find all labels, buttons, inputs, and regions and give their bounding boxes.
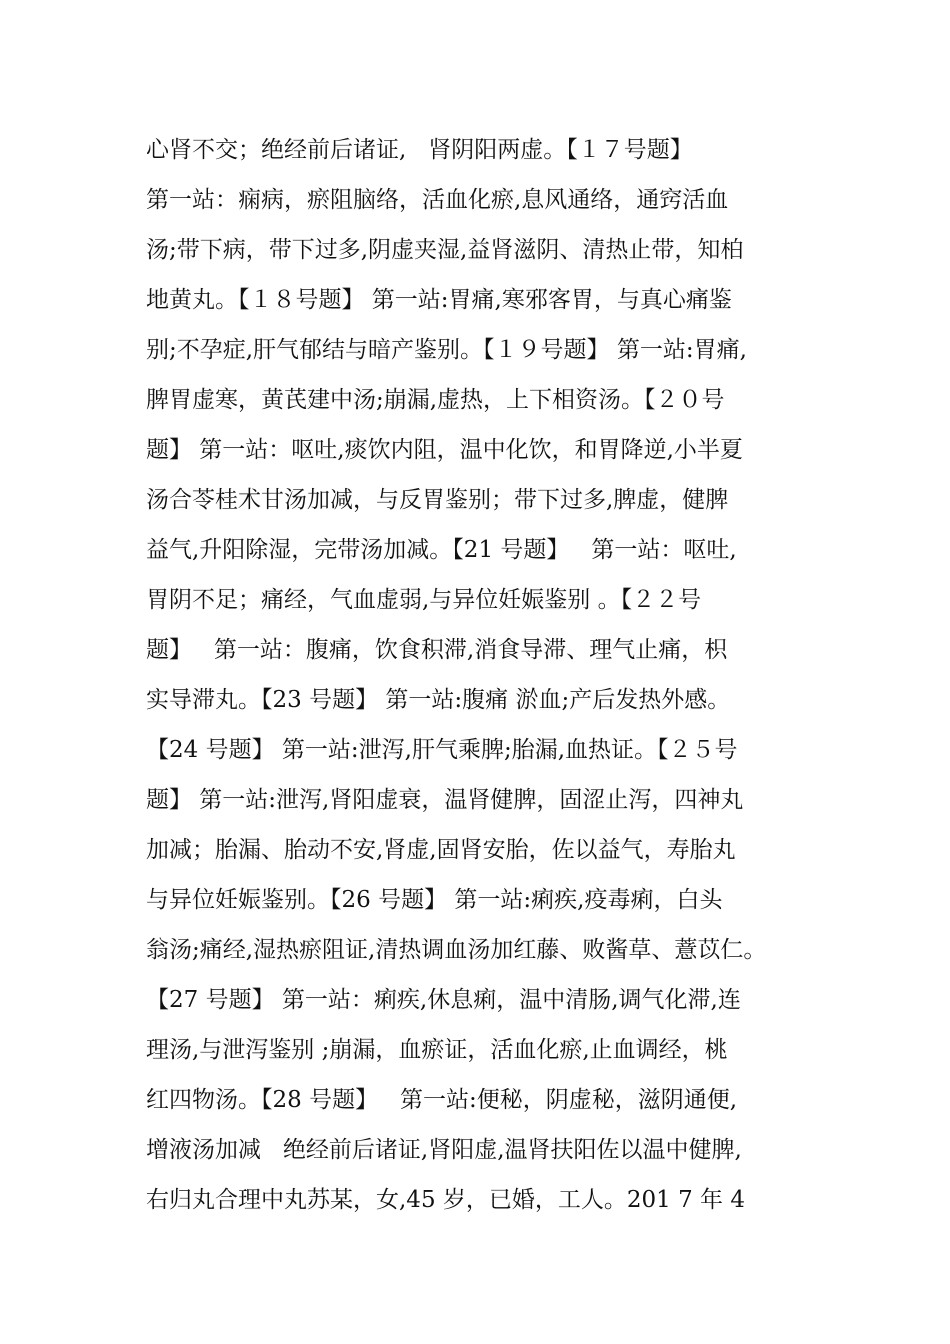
text-line: 【27 号题】 第一站：痢疾,休息痢，温中清肠,调气化滞,连 [146, 987, 741, 1013]
body-text [146, 125, 836, 1225]
text-line: 增液汤加减 绝经前后诸证,肾阳虚,温肾扶阳佐以温中健脾, [146, 1137, 742, 1163]
text-line: 汤合苓桂术甘汤加减，与反胃鉴别；带下过多,脾虚，健脾 [146, 487, 729, 513]
text-line: 题】 第一站:泄泻,肾阳虚衰，温肾健脾，固涩止泻，四神丸 [146, 787, 744, 813]
text-line: 胃阴不足；痛经，气血虚弱,与异位妊娠鉴别 。【２２号 [146, 587, 702, 613]
text-line: 红四物汤。【28 号题】 第一站:便秘，阴虚秘，滋阴通便, [146, 1087, 738, 1113]
text-line: 右归丸合理中丸苏某，女,45 岁，已婚，工人。201 7 年 4 [146, 1187, 745, 1213]
text-line: 与异位妊娠鉴别。【26 号题】 第一站:痢疾,疫毒痢，白头 [146, 887, 723, 913]
text-line: 题】 第一站：腹痛，饮食积滞,消食导滞、理气止痛，枳 [146, 637, 728, 663]
text-line: 益气,升阳除湿，完带汤加减。【21 号题】 第一站：呕吐, [146, 537, 737, 563]
text-line: 地黄丸。【１８号题】 第一站:胃痛,寒邪客胃，与真心痛鉴 [146, 287, 732, 313]
text-line: 【24 号题】 第一站:泄泻,肝气乘脾;胎漏,血热证。【２５号 [146, 737, 738, 763]
text-line: 加减；胎漏、胎动不安,肾虚,固肾安胎，佐以益气，寿胎丸 [146, 837, 736, 863]
text-line: 心肾不交；绝经前后诸证, 肾阴阳两虚。【１７号题】 [146, 137, 693, 163]
text-line: 理汤,与泄泻鉴别 ;崩漏，血瘀证，活血化瘀,止血调经，桃 [146, 1037, 728, 1063]
text-line: 汤;带下病，带下过多,阴虚夹湿,益肾滋阴、清热止带，知柏 [146, 237, 744, 263]
text-line: 脾胃虚寒，黄芪建中汤;崩漏,虚热，上下相资汤。【２０号 [146, 387, 725, 413]
text-line: 翁汤;痛经,湿热瘀阻证,清热调血汤加红藤、败酱草、薏苡仁。 [146, 937, 767, 963]
text-line: 第一站：痫病，瘀阻脑络，活血化瘀,息风通络，通窍活血 [146, 187, 729, 213]
text-line: 别;不孕症,肝气郁结与暗产鉴别。【１９号题】 第一站:胃痛, [146, 337, 747, 363]
text-line: 实导滞丸。【23 号题】 第一站:腹痛 淤血;产后发热外感。 [146, 687, 731, 713]
text-line: 题】 第一站：呕吐,痰饮内阻，温中化饮，和胃降逆,小半夏 [146, 437, 743, 463]
